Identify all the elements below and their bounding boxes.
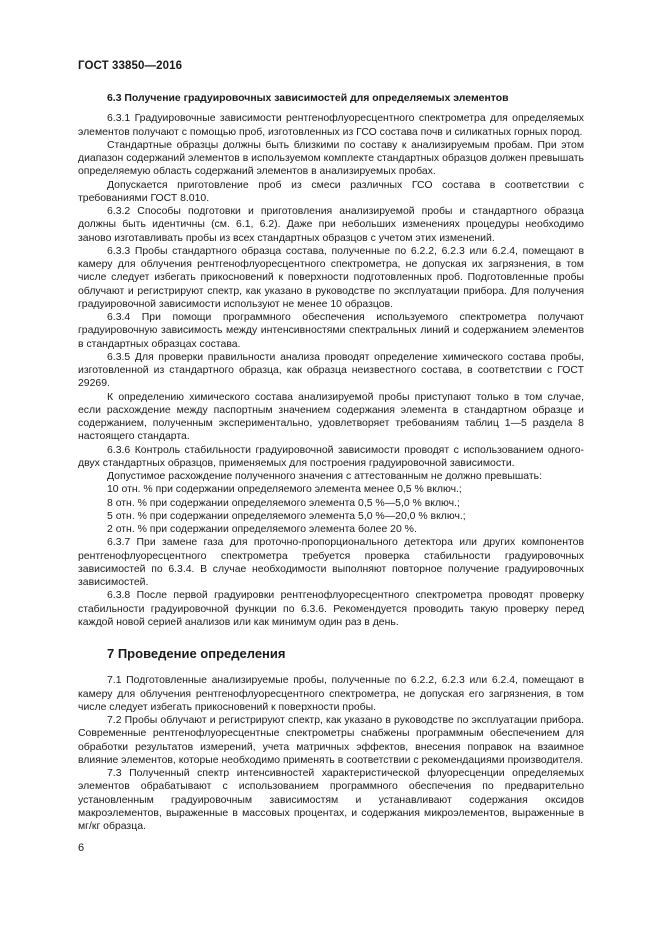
document-standard-number: ГОСТ 33850—2016 [78, 60, 183, 72]
tolerance-item: 8 отн. % при содержании определяемого элемента 0,5 %—5,0 % включ.; [107, 497, 460, 509]
paragraph-6-3-7: 6.3.7 При замене газа для проточно-пропорционального детектора или других компонентов рентгенофлуоресцентного спектрометра требуется проверка стабильности градуировочных зависимостей по 6.3.4. В случае необходимости выполняют повторное получение градуировочных зависимостей. [78, 537, 584, 588]
paragraph-6-3-2: 6.3.2 Способы подготовки и приготовления анализируемой пробы и стандартного образца должны быть идентичны (см. 6.1, 6.2). Даже при небольших изменениях процедуры необходимо заново изготавливать пробы из всех стандартных образцов с учетом этих изменений. [78, 206, 584, 244]
paragraph-standard-samples: Стандартные образцы должны быть близкими по составу к анализируемым пробам. При этом диапазон содержаний элементов в используемом комплекте стандартных образцов должен превышать определяемую область содержаний элементов в анализируемых пробах. [78, 139, 584, 178]
paragraph-6-3-5: 6.3.5 Для проверки правильности анализа проводят определение химического состава пробы, изготовленной из стандартного образца, как образца неизвестного состава, в соответствии с ГОСТ 29269. [78, 351, 584, 390]
paragraph-6-3-1: 6.3.1 Градуировочные зависимости рентгенофлуоресцентного спектрометра для определяемых элементов получают с помощью проб, изготовленных из ГСО состава почв и силикатных горных пород. [78, 113, 584, 138]
tolerance-item: 5 отн. % при содержании определяемого элемента 5,0 %—20,0 % включ.; [107, 510, 466, 522]
subsection-title-6-3: 6.3 Получение градуировочных зависимостей для определяемых элементов [107, 93, 509, 104]
paragraph-gso-mixture: Допускается приготовление проб из смеси различных ГСО состава в соответствии с требованиями ГОСТ 8.010. [78, 179, 584, 204]
paragraph-7-2: 7.2 Пробы облучают и регистрируют спектр, как указано в руководстве по эксплуатации прибора. Современные рентгенофлуоресцентные спектрометры снабжены программным обеспечением для обработки результатов измерений, учета матричных эффектов, внесения поправок на взаимное влияние элементов, которые необходимо применять в соответствии с рекомендациями производителя. [78, 715, 584, 766]
paragraph-6-3-3: 6.3.3 Пробы стандартного образца состава, полученные по 6.2.2, 6.2.3 или 6.2.4, помещают в камеру для облучения рентгенофлуоресцентного спектрометра, не допуская их загрязнения, в том числе следует избегать прикосновений к поверхности подготовленных проб. Подготовленные пробы облучают и регистрируют спектр, как указано в руководстве по эксплуатации прибора. Для получения градуировочной зависимости используют не менее 10 образцов. [78, 245, 584, 310]
paragraph-6-3-6: 6.3.6 Контроль стабильности градуировочной зависимости проводят с использованием одного-двух стандартных образцов, применяемых для построения градуировочной зависимости. [78, 444, 584, 469]
paragraph-analysis-condition: К определению химического состава анализируемой пробы приступают только в том случае, если расхождение между паспортным значением содержания элемента в стандартном образце и содержанием, полученным экспериментально, удовлетворяет требованиям таблиц 1—5 раздела 8 настоящего стандарта. [78, 391, 584, 443]
paragraph-6-3-4: 6.3.4 При помощи программного обеспечения используемого спектрометра получают градуировочную зависимость между интенсивностями спектральных линий и содержанием элементов в стандартных образцах состава. [78, 312, 584, 350]
paragraph-6-3-8: 6.3.8 После первой градуировки рентгенофлуоресцентного спектрометра проводят проверку стабильности градуировочной функции по 6.3.6. Рекомендуется проводить такую проверку перед каждой новой серией анализов или как минимум один раз в день. [78, 590, 584, 628]
section-title-7: 7 Проведение определения [107, 646, 286, 661]
paragraph-7-1: 7.1 Подготовленные анализируемые пробы, полученные по 6.2.2, 6.2.3 или 6.2.4, помещают в камеру для облучения рентгенофлуоресцентного спектрометра, не допуская его загрязнения, в том числе следует избегать прикосновений к поверхности пробы. [78, 675, 584, 713]
page-number: 6 [78, 842, 85, 854]
paragraph-7-3: 7.3 Полученный спектр интенсивностей характеристической флуоресценции определяемых элементов обрабатывают с использованием программного обеспечения по предварительно установленным градуировочным зависимостям и устанавливают содержания оксидов макроэлементов, выраженные в массовых процентах, и содержания микроэлементов, выраженные в мг/кг образца. [78, 768, 584, 832]
paragraph-tolerance-intro: Допустимое расхождение полученного значения с аттестованным не должно превышать: [107, 471, 542, 482]
document-body [78, 92, 584, 833]
tolerance-item: 2 отн. % при содержании определяемого элемента более 20 %. [107, 524, 417, 535]
tolerance-item: 10 отн. % при содержании определяемого элемента менее 0,5 % включ.; [107, 484, 462, 496]
